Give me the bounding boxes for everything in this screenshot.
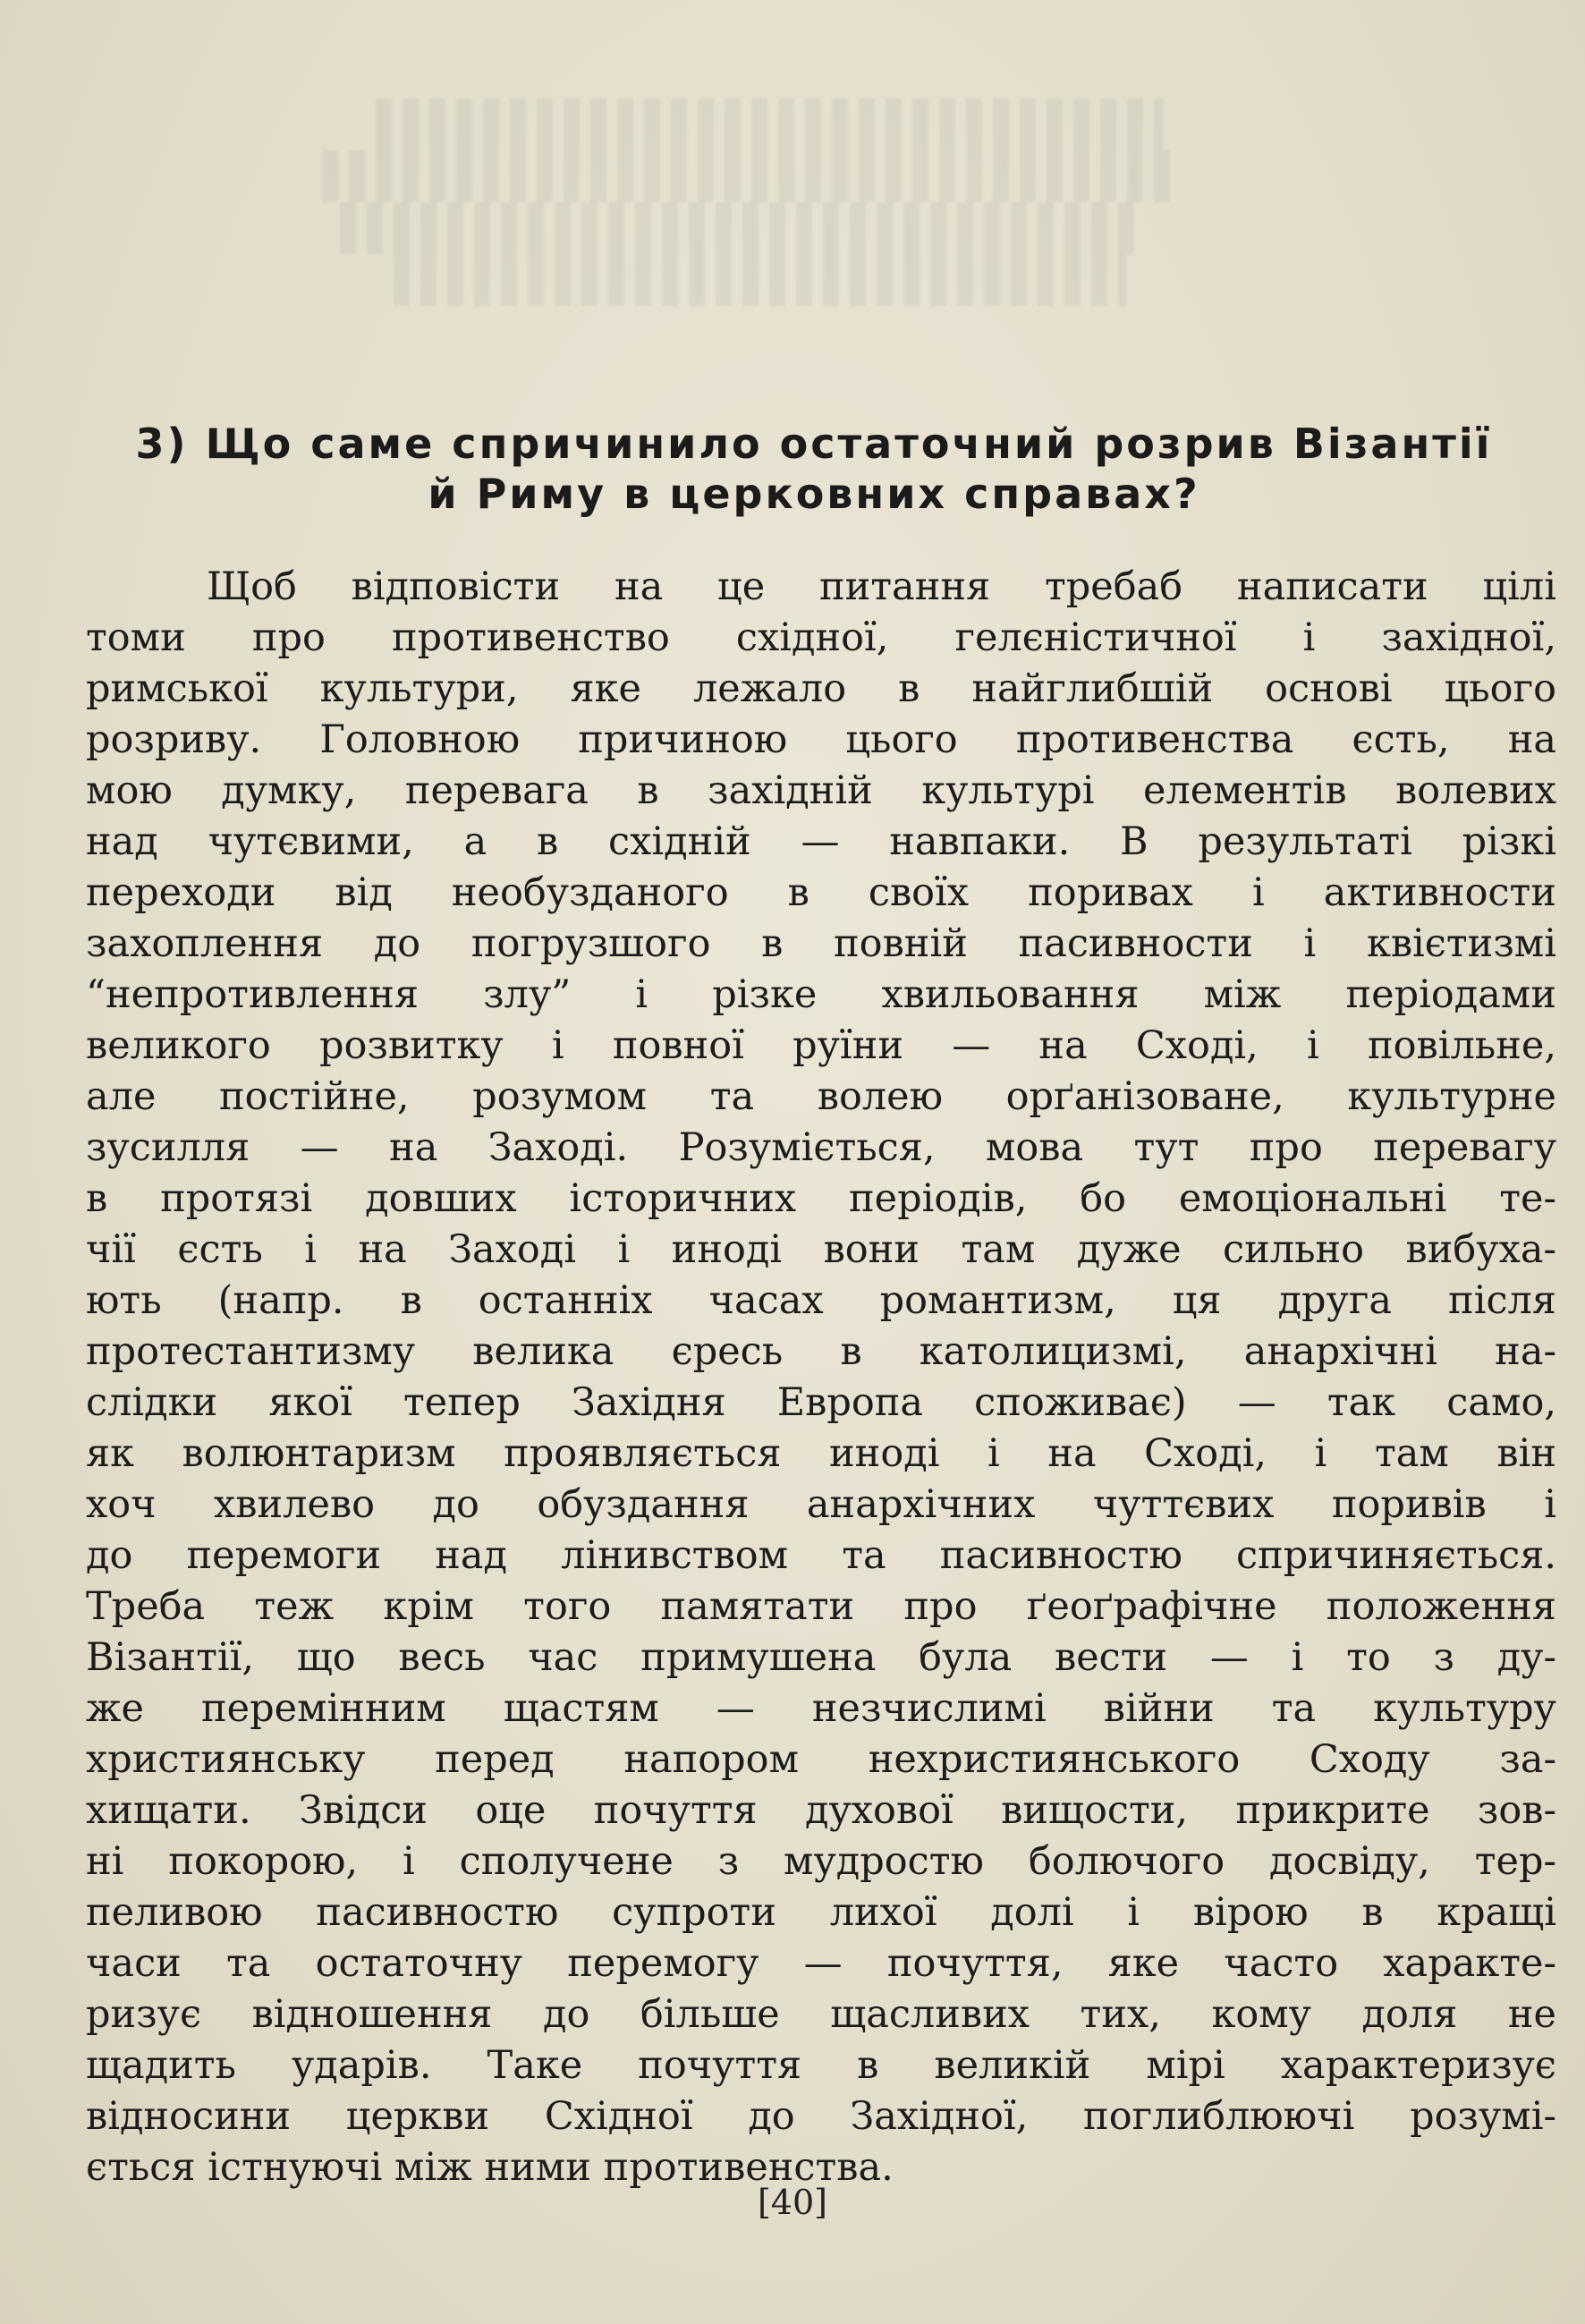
text-line: хищати. Звідси оце почуття духової вищости, прикрите зов- bbox=[86, 1788, 1556, 1833]
text-line: Треба теж крім того памятати про ґеоґрафічне положення bbox=[86, 1584, 1556, 1629]
text-line: християнську перед напором нехристиянського Сходу за- bbox=[86, 1737, 1556, 1782]
section-heading-line-2: й Риму в церковних справах? bbox=[428, 470, 1200, 518]
show-through-from-reverse-page bbox=[376, 98, 1270, 367]
text-line: часи та остаточну перемогу — почуття, яке часто характе- bbox=[86, 1941, 1556, 1986]
text-line: захоплення до погрузшого в повній пасивности і квієтизмі bbox=[86, 921, 1556, 966]
text-line: ють (напр. в останніх часах романтизм, ця друга після bbox=[86, 1278, 1556, 1323]
body-paragraph bbox=[86, 562, 1556, 2193]
text-line: Візантії, що весь час примушена була вести — і то з ду- bbox=[86, 1635, 1556, 1680]
text-line: в протязі довших історичних періодів, бо емоціональні те- bbox=[86, 1176, 1556, 1221]
text-line: як волюнтаризм проявляється иноді і на Сході, і там він bbox=[86, 1431, 1556, 1476]
text-line: ні покорою, і сполучене з мудростю болючого досвіду, тер- bbox=[86, 1839, 1556, 1884]
text-line: над чутєвими, а в східній — навпаки. В результаті різкі bbox=[86, 819, 1556, 864]
page-number: [40] bbox=[757, 2183, 827, 2222]
text-line: хоч хвилево до обуздання анархічних чуттєвих поривів і bbox=[86, 1482, 1556, 1527]
text-line: же перемінним щастям — незчислимі війни та культуру bbox=[86, 1686, 1556, 1731]
text-line: ризує відношення до більше щасливих тих, кому доля не bbox=[86, 1992, 1556, 2037]
text-line: чії єсть і на Заході і иноді вони там дуже сильно вибуха- bbox=[86, 1227, 1556, 1272]
text-line: відносини церкви Східної до Західної, поглиблюючі розумі- bbox=[86, 2094, 1556, 2139]
text-line: до перемоги над лінивством та пасивностю спричиняється. bbox=[86, 1533, 1556, 1578]
text-line: пеливою пасивностю супроти лихої долі і вірою в кращі bbox=[86, 1890, 1556, 1935]
text-line: римської культури, яке лежало в найглибшій основі цього bbox=[86, 666, 1556, 711]
text-line: Щоб відповісти на це питання требаб написати цілі bbox=[207, 564, 1556, 609]
text-line: щадить ударів. Таке почуття в великій мірі характеризує bbox=[86, 2043, 1556, 2088]
text-line: зусилля — на Заході. Розуміється, мова тут про перевагу bbox=[86, 1125, 1556, 1170]
section-heading-line-1: 3) Що саме спричинило остаточний розрив Візантії bbox=[135, 420, 1493, 468]
text-line: але постійне, розумом та волею орґанізоване, культурне bbox=[86, 1074, 1556, 1119]
section-heading bbox=[134, 419, 1494, 519]
text-line: протестантизму велика єресь в католицизмі, анархічні на- bbox=[86, 1329, 1556, 1374]
text-line: “непротивлення злу” і різке хвильовання між періодами bbox=[86, 972, 1556, 1017]
text-line: томи про противенство східної, гелєністичної і західної, bbox=[86, 615, 1556, 660]
text-line: ється істнуючі між ними противенства. bbox=[86, 2145, 894, 2190]
text-line: переходи від необузданого в своїх поривах і активности bbox=[86, 870, 1556, 915]
text-line: великого розвитку і повної руїни — на Сході, і повільне, bbox=[86, 1023, 1556, 1068]
text-line: слідки якої тепер Західня Европа споживає) — так само, bbox=[86, 1380, 1556, 1425]
text-line: мою думку, перевага в західній культурі елементів волевих bbox=[86, 768, 1556, 813]
text-line: розриву. Головною причиною цього противенства єсть, на bbox=[86, 717, 1556, 762]
